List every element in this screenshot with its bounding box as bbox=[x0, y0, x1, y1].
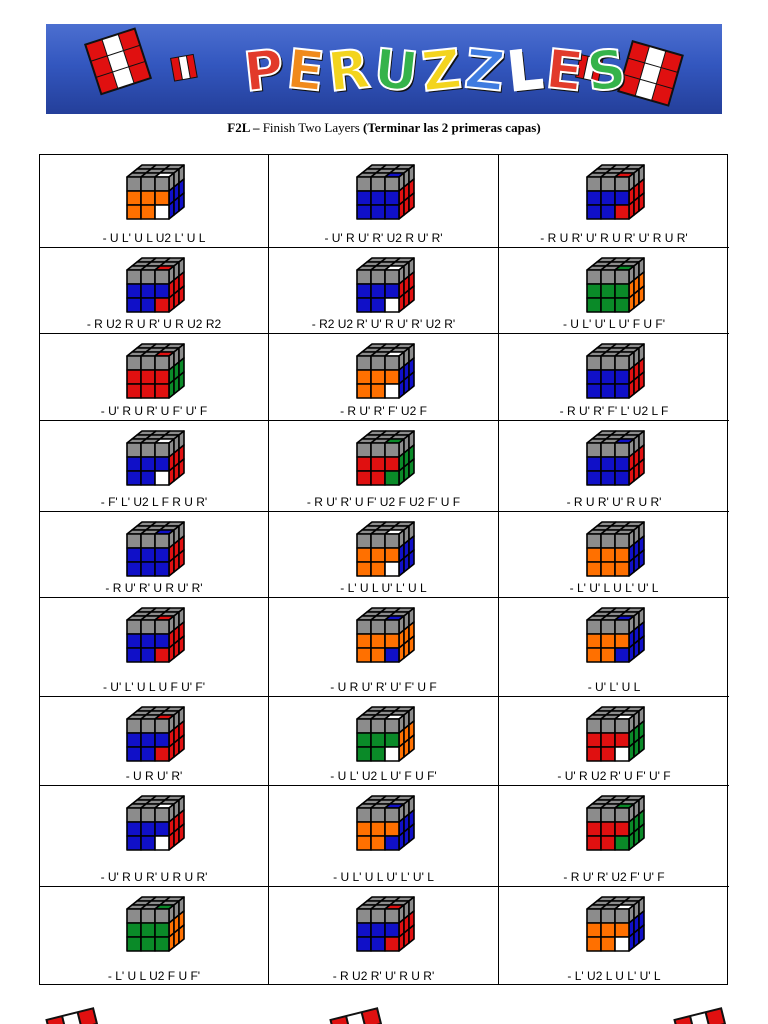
f2l-case-cell bbox=[40, 786, 269, 887]
f2l-case-cell bbox=[269, 421, 499, 512]
rubiks-cube-diagram bbox=[351, 893, 417, 961]
rubiks-cube-diagram bbox=[121, 703, 187, 771]
rubiks-cube-diagram bbox=[351, 340, 417, 408]
title-suffix: (Terminar las 2 primeras capas) bbox=[363, 120, 541, 135]
algorithm-label: - U' L' U L bbox=[587, 680, 641, 694]
banner-letter: E bbox=[543, 37, 589, 104]
banner-letter: Z bbox=[461, 37, 510, 104]
footer-cube-icon bbox=[670, 1007, 730, 1024]
f2l-case-cell bbox=[499, 248, 729, 334]
rubiks-cube-diagram bbox=[351, 703, 417, 771]
algorithm-label: - R U2 R' U' R U R' bbox=[332, 969, 435, 983]
rubiks-cube-diagram bbox=[581, 427, 647, 495]
algorithm-label: - R U' R' U2 F' U' F bbox=[563, 870, 665, 884]
algorithm-label: - R U R' U' R U R' U' R U R' bbox=[540, 231, 688, 245]
rubiks-cube-diagram bbox=[581, 340, 647, 408]
rubiks-cube-diagram bbox=[121, 893, 187, 961]
rubiks-cube-diagram bbox=[581, 518, 647, 586]
footer-cube-icon bbox=[42, 1007, 102, 1024]
rubiks-cube-diagram bbox=[121, 518, 187, 586]
algorithm-label: - U' R U R' U R U R' bbox=[100, 870, 208, 884]
f2l-case-cell bbox=[269, 155, 499, 248]
algorithm-label: - L' U2 L U L' U' L bbox=[567, 969, 661, 983]
rubiks-cube-diagram bbox=[121, 161, 187, 229]
f2l-case-cell bbox=[40, 512, 269, 598]
algorithm-label: - L' U' L U L' U' L bbox=[569, 581, 659, 595]
algorithm-label: - R U' R' F' L' U2 L F bbox=[559, 404, 669, 418]
algorithm-label: - R U' R' F' U2 F bbox=[340, 404, 427, 418]
algorithm-label: - R U' R' U R U' R' bbox=[105, 581, 203, 595]
algorithm-label: - U L' U2 L U' F U F' bbox=[330, 769, 437, 783]
algorithm-label: - U L' U L U2 L' U L bbox=[102, 231, 206, 245]
rubiks-cube-diagram bbox=[121, 427, 187, 495]
algorithm-label: - U' L' U L U F U' F' bbox=[102, 680, 206, 694]
f2l-case-cell bbox=[269, 598, 499, 697]
algorithm-label: - L' U L U2 F U F' bbox=[107, 969, 201, 983]
rubiks-cube-diagram bbox=[581, 703, 647, 771]
f2l-case-cell bbox=[499, 334, 729, 421]
rubiks-cube-diagram bbox=[581, 792, 647, 860]
f2l-case-cell bbox=[499, 598, 729, 697]
rubiks-cube-diagram bbox=[581, 254, 647, 322]
banner-letter: R bbox=[325, 36, 375, 105]
page-title bbox=[0, 120, 768, 136]
rubiks-cube-diagram bbox=[351, 518, 417, 586]
f2l-case-cell bbox=[40, 248, 269, 334]
algorithm-label: - R2 U2 R' U' R U' R' U2 R' bbox=[311, 317, 456, 331]
rubiks-cube-diagram bbox=[351, 792, 417, 860]
f2l-case-cell bbox=[40, 598, 269, 697]
f2l-case-cell bbox=[40, 697, 269, 786]
f2l-case-cell bbox=[269, 697, 499, 786]
algorithm-label: - R U2 R U R' U R U2 R2 bbox=[86, 317, 222, 331]
f2l-case-cell bbox=[499, 421, 729, 512]
f2l-case-cell bbox=[499, 512, 729, 598]
peruzzles-banner bbox=[46, 24, 722, 114]
f2l-case-cell bbox=[499, 697, 729, 786]
rubiks-cube-diagram bbox=[121, 254, 187, 322]
algorithm-label: - L' U L U' L' U L bbox=[340, 581, 427, 595]
algorithm-label: - U R U' R' bbox=[125, 769, 183, 783]
algorithm-label: - U' R U R' U F' U' F bbox=[100, 404, 208, 418]
algorithm-label: - U R U' R' U' F' U F bbox=[330, 680, 437, 694]
rubiks-cube-diagram bbox=[121, 792, 187, 860]
f2l-case-cell bbox=[269, 512, 499, 598]
rubiks-cube-diagram bbox=[121, 604, 187, 672]
algorithm-label: - R U' R' U F' U2 F U2 F' U F bbox=[306, 495, 461, 509]
algorithm-label: - U' R U' R' U2 R U' R' bbox=[324, 231, 443, 245]
f2l-case-cell bbox=[40, 155, 269, 248]
algorithm-label: - F' L' U2 L F R U R' bbox=[100, 495, 208, 509]
banner-letter: E bbox=[284, 37, 330, 104]
banner-letter: L bbox=[504, 37, 548, 104]
banner-letter: Z bbox=[418, 37, 466, 104]
rubiks-cube-diagram bbox=[351, 427, 417, 495]
banner-letter: U bbox=[370, 36, 423, 105]
f2l-case-table bbox=[39, 154, 728, 985]
banner-logo-text bbox=[236, 36, 636, 106]
f2l-case-cell bbox=[40, 887, 269, 985]
rubiks-cube-diagram bbox=[581, 893, 647, 961]
f2l-case-cell bbox=[40, 421, 269, 512]
title-prefix: F2L – bbox=[227, 120, 260, 135]
f2l-case-cell bbox=[269, 786, 499, 887]
f2l-case-cell bbox=[269, 248, 499, 334]
banner-letter: P bbox=[240, 37, 289, 105]
f2l-case-cell bbox=[499, 887, 729, 985]
rubiks-cube-diagram bbox=[351, 161, 417, 229]
title-regular: Finish Two Layers bbox=[259, 120, 364, 135]
rubiks-cube-diagram bbox=[581, 161, 647, 229]
rubiks-cube-diagram bbox=[351, 254, 417, 322]
f2l-case-cell bbox=[269, 887, 499, 985]
algorithm-label: - U L' U' L U' F U F' bbox=[562, 317, 666, 331]
footer-cube-icon bbox=[326, 1007, 386, 1024]
rubiks-cube-diagram bbox=[351, 604, 417, 672]
f2l-case-cell bbox=[269, 334, 499, 421]
algorithm-label: - U' R U2 R' U F' U' F bbox=[557, 769, 671, 783]
f2l-case-cell bbox=[499, 155, 729, 248]
rubiks-cube-diagram bbox=[121, 340, 187, 408]
banner-letter: S bbox=[584, 37, 632, 104]
rubiks-cube-diagram bbox=[581, 604, 647, 672]
algorithm-label: - R U R' U' R U R' bbox=[566, 495, 662, 509]
algorithm-label: - U L' U L U' L' U' L bbox=[333, 870, 434, 884]
f2l-case-cell bbox=[499, 786, 729, 887]
f2l-case-cell bbox=[40, 334, 269, 421]
